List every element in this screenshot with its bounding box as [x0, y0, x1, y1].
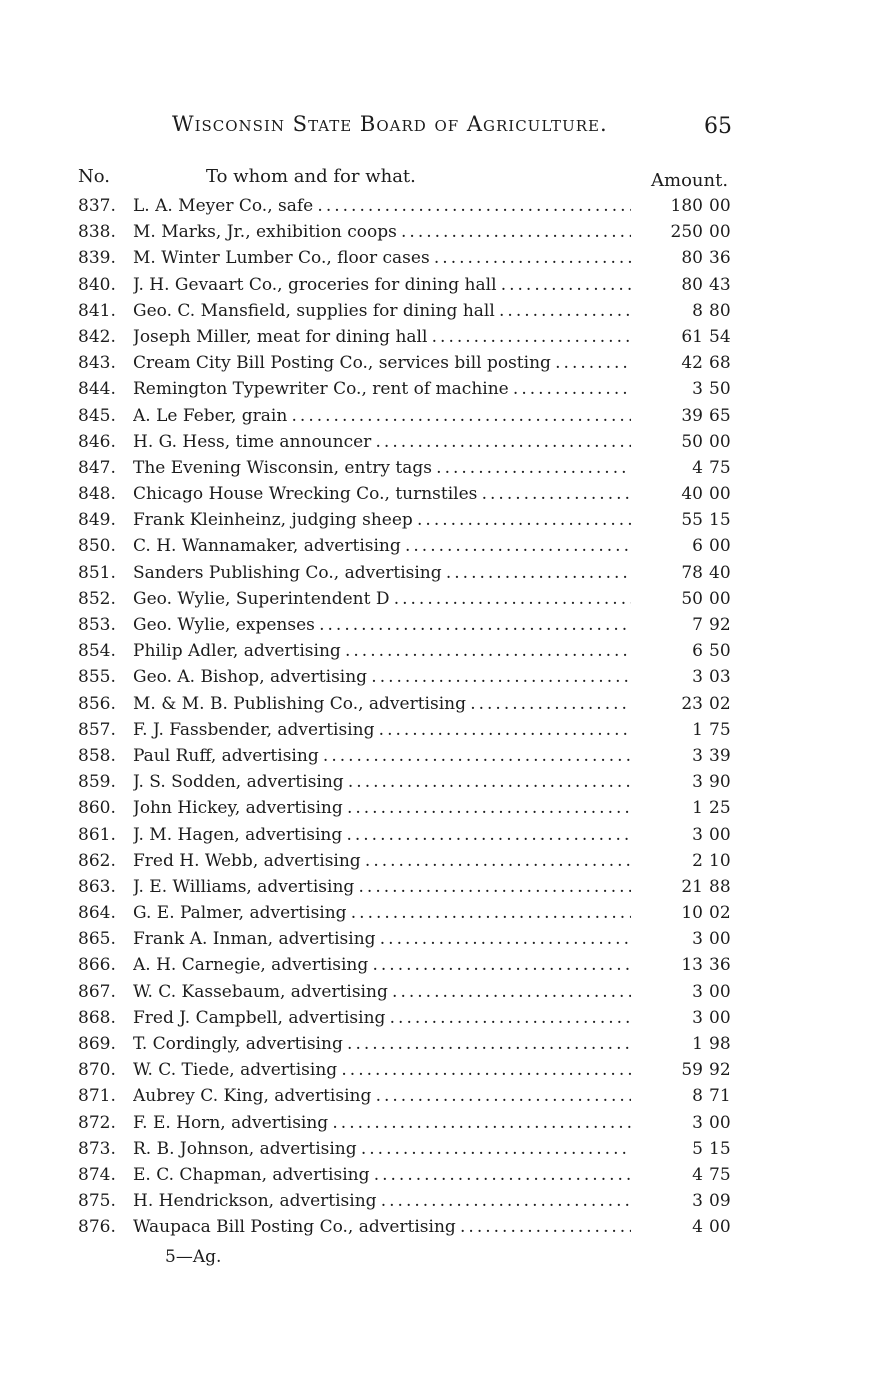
row-amount-dollars: 4 [692, 1217, 703, 1238]
row-amount-cents: 92 [709, 1060, 731, 1081]
table-row [0, 193, 887, 219]
row-amount-cents: 15 [709, 510, 731, 531]
row-description: Geo. A. Bishop, advertising . . . [133, 664, 631, 690]
row-amount-cents: 00 [709, 484, 731, 505]
row-amount-dollars: 7 [692, 615, 703, 635]
signature-mark: 5—Ag. [165, 1247, 222, 1267]
table-row [0, 638, 887, 664]
row-number: 840. [78, 274, 116, 295]
row-description: W. C. Tiede, advertising . . . [133, 1057, 631, 1083]
column-header-no: No. [78, 166, 110, 187]
row-description: W. C. Kassebaum, advertising . . . [133, 979, 631, 1005]
row-amount-dollars: 3 [692, 824, 703, 845]
row-amount-dollars: 39 [681, 405, 703, 426]
row-amount-dollars: 59 [681, 1060, 703, 1081]
row-description: Paul Ruff, advertising . . . [133, 743, 631, 769]
row-amount-dollars: 55 [681, 510, 703, 531]
row-number: 853. [78, 615, 116, 635]
table-row [0, 979, 887, 1005]
row-description: Geo. C. Mansfield, supplies for dining hall . . . [133, 298, 631, 324]
row-number: 860. [78, 798, 116, 819]
table-row [0, 481, 887, 507]
row-number: 876. [78, 1217, 116, 1238]
row-number: 852. [78, 588, 116, 609]
row-number: 844. [78, 379, 116, 400]
table-row [0, 822, 887, 848]
table-row [0, 533, 887, 559]
row-amount-cents: 50 [709, 641, 731, 662]
row-amount-cents: 00 [709, 981, 731, 1002]
column-header-amount: Amount. [651, 170, 729, 191]
row-number: 842. [78, 326, 116, 347]
table-row [0, 1214, 887, 1240]
row-amount-dollars: 3 [692, 1112, 703, 1133]
row-number: 849. [78, 510, 116, 531]
table-row [0, 900, 887, 926]
row-description: G. E. Palmer, advertising . . . [133, 900, 631, 926]
row-amount-cents: 80 [709, 300, 731, 321]
row-amount-dollars: 50 [681, 431, 703, 452]
table-row [0, 926, 887, 952]
row-description: L. A. Meyer Co., safe . . . [133, 193, 631, 219]
running-head-title: Wisconsin State Board of Agriculture. [172, 112, 608, 136]
row-number: 850. [78, 536, 116, 557]
row-number: 868. [78, 1007, 116, 1028]
row-number: 854. [78, 641, 116, 662]
table-row [0, 324, 887, 350]
row-amount-cents: 92 [709, 615, 731, 635]
row-amount-dollars: 3 [692, 379, 703, 400]
row-number: 856. [78, 693, 116, 714]
row-amount-cents: 50 [709, 379, 731, 400]
table-row [0, 1162, 887, 1188]
row-amount-dollars: 80 [681, 274, 703, 295]
row-description: M. Marks, Jr., exhibition coops . . . [133, 219, 631, 245]
row-amount-cents: 90 [709, 772, 731, 793]
row-amount-dollars: 250 [670, 222, 703, 243]
row-amount-dollars: 3 [692, 929, 703, 950]
row-number: 855. [78, 667, 116, 688]
row-description: Fred H. Webb, advertising . . . [133, 848, 631, 874]
row-description: J. M. Hagen, advertising . . . [133, 822, 631, 848]
row-amount-cents: 36 [709, 955, 731, 976]
table-row [0, 1188, 887, 1214]
row-amount-dollars: 2 [692, 850, 703, 871]
row-amount-dollars: 8 [692, 1086, 703, 1107]
row-amount-cents: 25 [709, 798, 731, 819]
table-row [0, 507, 887, 533]
row-amount-cents: 15 [709, 1138, 731, 1159]
row-amount-cents: 39 [709, 745, 731, 766]
row-number: 839. [78, 248, 116, 269]
row-amount-cents: 68 [709, 353, 731, 374]
row-amount-cents: 00 [709, 824, 731, 845]
row-amount-cents: 00 [709, 1112, 731, 1133]
row-amount-dollars: 4 [692, 457, 703, 478]
row-description: Aubrey C. King, advertising . . . [133, 1083, 631, 1109]
row-number: 846. [78, 431, 116, 452]
row-description: Waupaca Bill Posting Co., advertising . . . [133, 1214, 631, 1240]
page-number: 65 [704, 114, 732, 139]
table-row [0, 691, 887, 717]
row-description: J. H. Gevaart Co., groceries for dining hall . . . [133, 272, 631, 298]
row-number: 859. [78, 772, 116, 793]
row-number: 843. [78, 353, 116, 374]
row-description: T. Cordingly, advertising . . . [133, 1031, 631, 1057]
row-amount-dollars: 40 [681, 484, 703, 505]
row-number: 872. [78, 1112, 116, 1133]
table-row [0, 1083, 887, 1109]
row-description: A. Le Feber, grain . . . [133, 403, 631, 429]
row-number: 847. [78, 457, 116, 478]
row-number: 862. [78, 850, 116, 871]
row-description: Cream City Bill Posting Co., services bill posting . . . [133, 350, 631, 376]
row-number: 841. [78, 300, 116, 321]
row-number: 871. [78, 1086, 116, 1107]
row-amount-dollars: 3 [692, 745, 703, 766]
row-amount-cents: 75 [709, 457, 731, 478]
row-amount-cents: 02 [709, 693, 731, 714]
table-row [0, 403, 887, 429]
table-row [0, 769, 887, 795]
row-amount-dollars: 4 [692, 1164, 703, 1185]
table-row [0, 874, 887, 900]
row-description: H. G. Hess, time announcer . . . [133, 429, 631, 455]
row-number: 864. [78, 903, 116, 924]
row-description: Frank Kleinheinz, judging sheep . . . [133, 507, 631, 533]
table-row [0, 586, 887, 612]
row-amount-cents: 65 [709, 405, 731, 426]
table-row [0, 848, 887, 874]
row-number: 863. [78, 876, 116, 897]
row-amount-dollars: 3 [692, 1007, 703, 1028]
table-row [0, 455, 887, 481]
row-description: John Hickey, advertising . . . [133, 795, 631, 821]
row-amount-cents: 36 [709, 248, 731, 269]
row-description: Philip Adler, advertising . . . [133, 638, 631, 664]
row-amount-dollars: 23 [681, 693, 703, 714]
row-amount-cents: 09 [709, 1191, 731, 1212]
row-amount-dollars: 80 [681, 248, 703, 269]
table-row [0, 743, 887, 769]
table-row [0, 298, 887, 324]
row-amount-cents: 03 [709, 667, 731, 688]
row-amount-cents: 00 [709, 1217, 731, 1238]
row-amount-cents: 40 [709, 562, 731, 583]
table-row [0, 795, 887, 821]
table-row [0, 1136, 887, 1162]
row-number: 858. [78, 745, 116, 766]
row-description: H. Hendrickson, advertising . . . [133, 1188, 631, 1214]
table-row [0, 245, 887, 271]
row-amount-cents: 98 [709, 1034, 731, 1054]
row-number: 848. [78, 484, 116, 505]
row-amount-dollars: 3 [692, 772, 703, 793]
row-amount-cents: 71 [709, 1086, 731, 1107]
table-row [0, 350, 887, 376]
column-header-description: To whom and for what. [206, 166, 416, 187]
row-amount-dollars: 42 [681, 353, 703, 374]
row-description: C. H. Wannamaker, advertising . . . [133, 533, 631, 559]
row-number: 838. [78, 222, 116, 243]
row-number: 870. [78, 1060, 116, 1081]
row-amount-dollars: 21 [681, 876, 703, 897]
row-description: Chicago House Wrecking Co., turnstiles . . . [133, 481, 631, 507]
row-amount-dollars: 3 [692, 981, 703, 1002]
table-row [0, 272, 887, 298]
row-description: Frank A. Inman, advertising . . . [133, 926, 631, 952]
row-amount-dollars: 1 [692, 798, 703, 819]
row-amount-cents: 75 [709, 719, 731, 740]
row-number: 874. [78, 1164, 116, 1185]
row-description: The Evening Wisconsin, entry tags . . . [133, 455, 631, 481]
row-number: 861. [78, 824, 116, 845]
table-row [0, 560, 887, 586]
row-description: M. & M. B. Publishing Co., advertising . . . [133, 691, 631, 717]
row-description: Geo. Wylie, expenses . . . [133, 612, 631, 638]
row-number: 873. [78, 1138, 116, 1159]
row-description: F. E. Horn, advertising . . . [133, 1110, 631, 1136]
table-row [0, 1031, 887, 1057]
row-amount-dollars: 8 [692, 300, 703, 321]
row-description: E. C. Chapman, advertising . . . [133, 1162, 631, 1188]
row-description: A. H. Carnegie, advertising . . . [133, 952, 631, 978]
table-row [0, 664, 887, 690]
table-row [0, 219, 887, 245]
row-amount-cents: 75 [709, 1164, 731, 1185]
table-row [0, 1110, 887, 1136]
row-amount-dollars: 1 [692, 719, 703, 740]
table-row [0, 429, 887, 455]
row-number: 875. [78, 1191, 116, 1212]
row-description: Sanders Publishing Co., advertising . . . [133, 560, 631, 586]
row-description: Geo. Wylie, Superintendent D . . . [133, 586, 631, 612]
row-number: 857. [78, 719, 116, 740]
row-number: 837. [78, 196, 116, 216]
row-description: R. B. Johnson, advertising . . . [133, 1136, 631, 1162]
row-amount-dollars: 13 [681, 955, 703, 976]
row-amount-cents: 00 [709, 929, 731, 950]
row-amount-dollars: 6 [692, 641, 703, 662]
row-number: 869. [78, 1034, 116, 1054]
row-description: F. J. Fassbender, advertising . . . [133, 717, 631, 743]
row-description: J. S. Sodden, advertising . . . [133, 769, 631, 795]
row-amount-dollars: 3 [692, 1191, 703, 1212]
row-amount-cents: 00 [709, 196, 731, 216]
row-description: J. E. Williams, advertising . . . [133, 874, 631, 900]
table-row [0, 1057, 887, 1083]
row-amount-cents: 10 [709, 850, 731, 871]
row-number: 866. [78, 955, 116, 976]
table-row [0, 717, 887, 743]
row-amount-dollars: 10 [681, 903, 703, 924]
row-description: M. Winter Lumber Co., floor cases . . . [133, 245, 631, 271]
row-amount-dollars: 78 [681, 562, 703, 583]
row-number: 865. [78, 929, 116, 950]
row-amount-cents: 88 [709, 876, 731, 897]
row-amount-dollars: 61 [681, 326, 703, 347]
row-amount-dollars: 180 [670, 196, 703, 216]
row-amount-dollars: 6 [692, 536, 703, 557]
row-amount-dollars: 5 [692, 1138, 703, 1159]
table-row [0, 376, 887, 402]
table-row [0, 952, 887, 978]
row-amount-dollars: 50 [681, 588, 703, 609]
table-row [0, 1005, 887, 1031]
table-row [0, 612, 887, 638]
row-number: 851. [78, 562, 116, 583]
row-number: 867. [78, 981, 116, 1002]
row-amount-cents: 43 [709, 274, 731, 295]
row-number: 845. [78, 405, 116, 426]
row-description: Fred J. Campbell, advertising . . . [133, 1005, 631, 1031]
row-amount-cents: 00 [709, 222, 731, 243]
row-amount-cents: 00 [709, 431, 731, 452]
row-amount-cents: 00 [709, 536, 731, 557]
row-amount-cents: 02 [709, 903, 731, 924]
row-amount-cents: 54 [709, 326, 731, 347]
row-amount-dollars: 3 [692, 667, 703, 688]
row-amount-cents: 00 [709, 588, 731, 609]
row-description: Joseph Miller, meat for dining hall . . . [133, 324, 631, 350]
row-amount-dollars: 1 [692, 1034, 703, 1054]
row-description: Remington Typewriter Co., rent of machine . . . [133, 376, 631, 402]
row-amount-cents: 00 [709, 1007, 731, 1028]
ledger-table [0, 193, 887, 1241]
